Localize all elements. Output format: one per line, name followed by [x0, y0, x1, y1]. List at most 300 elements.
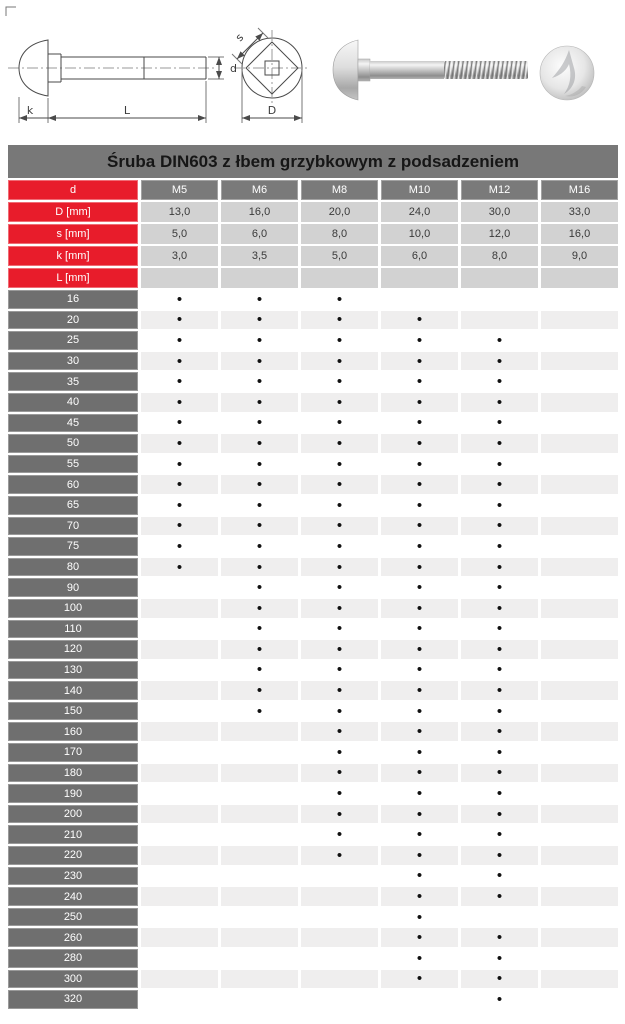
availability-dot: • [416, 826, 423, 844]
length-row [8, 867, 618, 886]
length-row [8, 331, 618, 350]
length-label: 230 [8, 867, 138, 886]
availability-dot: • [496, 970, 503, 988]
availability-cell [461, 825, 538, 844]
availability-cell [301, 558, 378, 577]
availability-cell [141, 455, 218, 474]
availability-dot: • [496, 990, 503, 1008]
availability-dot: • [256, 558, 263, 576]
availability-dot: • [256, 496, 263, 514]
availability-cell [301, 846, 378, 865]
availability-cell [301, 414, 378, 433]
length-label: 300 [8, 970, 138, 989]
availability-cell [221, 455, 298, 474]
availability-dot: • [496, 929, 503, 947]
availability-dot: • [416, 929, 423, 947]
availability-dot: • [416, 373, 423, 391]
availability-dot: • [416, 908, 423, 926]
availability-cell [141, 393, 218, 412]
availability-cell [301, 290, 378, 309]
length-label: 65 [8, 496, 138, 515]
availability-cell [301, 702, 378, 721]
availability-dot: • [496, 373, 503, 391]
availability-dot: • [416, 352, 423, 370]
availability-dot: • [496, 743, 503, 761]
availability-cell [461, 558, 538, 577]
availability-dot: • [336, 476, 343, 494]
availability-dot: • [416, 414, 423, 432]
length-label: 250 [8, 908, 138, 927]
length-label: 180 [8, 764, 138, 783]
availability-cell [301, 352, 378, 371]
availability-dot: • [496, 517, 503, 535]
availability-cell [381, 372, 458, 391]
length-label: 40 [8, 393, 138, 412]
length-row [8, 970, 618, 989]
availability-dot: • [416, 867, 423, 885]
availability-dot: • [336, 805, 343, 823]
length-label: 140 [8, 681, 138, 700]
availability-dot: • [496, 826, 503, 844]
availability-cell [301, 764, 378, 783]
matrix-header-row [8, 180, 618, 200]
availability-cell [301, 311, 378, 330]
dim-label-D: D [267, 104, 277, 117]
availability-dot: • [256, 517, 263, 535]
availability-dot: • [496, 476, 503, 494]
availability-dot: • [336, 290, 343, 308]
availability-dot: • [336, 517, 343, 535]
availability-cell [221, 702, 298, 721]
availability-dot: • [416, 682, 423, 700]
spec-rows [8, 202, 618, 288]
spec-value-cell: 8,0 [301, 224, 378, 244]
availability-dot: • [336, 702, 343, 720]
availability-cell [461, 620, 538, 639]
availability-cell [461, 949, 538, 968]
availability-cell [221, 558, 298, 577]
spec-row [8, 224, 618, 244]
availability-dot: • [496, 846, 503, 864]
availability-cell [541, 661, 618, 680]
spec-value-cell: 16,0 [221, 202, 298, 222]
corner-header-d: d [8, 180, 138, 200]
availability-cell [221, 743, 298, 762]
dim-label-k: k [26, 104, 34, 117]
availability-dot: • [416, 455, 423, 473]
length-label: 100 [8, 599, 138, 618]
availability-cell [221, 620, 298, 639]
availability-cell [461, 475, 538, 494]
availability-dot: • [336, 496, 343, 514]
column-header: M6 [221, 180, 298, 200]
availability-cell [541, 620, 618, 639]
length-row [8, 393, 618, 412]
availability-cell [461, 764, 538, 783]
availability-cell [461, 414, 538, 433]
availability-cell [461, 928, 538, 947]
availability-cell [221, 331, 298, 350]
length-row [8, 620, 618, 639]
availability-cell [141, 702, 218, 721]
spec-value-cell [221, 268, 298, 288]
length-row [8, 372, 618, 391]
length-row [8, 990, 618, 1009]
availability-dot: • [496, 805, 503, 823]
availability-cell [221, 990, 298, 1009]
availability-cell [221, 825, 298, 844]
length-label: 90 [8, 578, 138, 597]
availability-cell [141, 949, 218, 968]
length-row [8, 311, 618, 330]
availability-cell [381, 311, 458, 330]
availability-dot: • [336, 352, 343, 370]
spec-value-cell: 13,0 [141, 202, 218, 222]
availability-dot: • [416, 537, 423, 555]
availability-cell [381, 537, 458, 556]
availability-cell [301, 990, 378, 1009]
availability-dot: • [176, 414, 183, 432]
availability-cell [541, 681, 618, 700]
availability-cell [141, 578, 218, 597]
column-header: M8 [301, 180, 378, 200]
availability-cell [461, 661, 538, 680]
spec-value-cell [461, 268, 538, 288]
availability-cell [541, 825, 618, 844]
availability-dot: • [496, 702, 503, 720]
column-header: M10 [381, 180, 458, 200]
availability-cell [541, 908, 618, 927]
availability-cell [301, 681, 378, 700]
availability-cell [301, 908, 378, 927]
availability-dot: • [176, 393, 183, 411]
length-row [8, 722, 618, 741]
length-row [8, 496, 618, 515]
spec-value-cell: 12,0 [461, 224, 538, 244]
length-label: 120 [8, 640, 138, 659]
availability-dot: • [336, 537, 343, 555]
availability-cell [141, 722, 218, 741]
spec-row [8, 202, 618, 222]
length-label: 160 [8, 722, 138, 741]
availability-dot: • [336, 331, 343, 349]
availability-cell [461, 990, 538, 1009]
availability-cell [221, 475, 298, 494]
bolt-head-photo [536, 42, 598, 104]
length-label: 60 [8, 475, 138, 494]
availability-cell [541, 846, 618, 865]
length-label: 240 [8, 887, 138, 906]
availability-cell [221, 764, 298, 783]
length-label: 30 [8, 352, 138, 371]
availability-cell [461, 599, 538, 618]
spec-value-cell: 20,0 [301, 202, 378, 222]
availability-dot: • [176, 352, 183, 370]
availability-cell [541, 764, 618, 783]
availability-cell [301, 661, 378, 680]
spec-row-label: s [mm] [8, 224, 138, 244]
availability-dot: • [176, 476, 183, 494]
length-row [8, 640, 618, 659]
availability-dot: • [256, 414, 263, 432]
spec-value-cell: 30,0 [461, 202, 538, 222]
availability-dot: • [496, 949, 503, 967]
availability-dot: • [496, 661, 503, 679]
availability-cell [301, 620, 378, 639]
length-label: 320 [8, 990, 138, 1009]
availability-dot: • [256, 476, 263, 494]
availability-cell [461, 970, 538, 989]
availability-cell [541, 887, 618, 906]
availability-dot: • [336, 640, 343, 658]
availability-dot: • [336, 579, 343, 597]
availability-cell [301, 784, 378, 803]
availability-dot: • [496, 888, 503, 906]
length-row [8, 764, 618, 783]
availability-cell [221, 414, 298, 433]
availability-cell [381, 352, 458, 371]
availability-cell [381, 640, 458, 659]
availability-cell [141, 290, 218, 309]
availability-cell [141, 887, 218, 906]
availability-cell [461, 372, 538, 391]
availability-dot: • [416, 331, 423, 349]
availability-cell [221, 681, 298, 700]
availability-dot: • [256, 331, 263, 349]
availability-cell [141, 496, 218, 515]
availability-dot: • [496, 331, 503, 349]
availability-cell [301, 970, 378, 989]
spec-value-cell: 16,0 [541, 224, 618, 244]
length-row [8, 599, 618, 618]
availability-dot: • [176, 331, 183, 349]
availability-cell [141, 558, 218, 577]
availability-cell [381, 455, 458, 474]
spec-value-cell: 3,0 [141, 246, 218, 266]
availability-cell [381, 517, 458, 536]
length-label: 170 [8, 743, 138, 762]
length-row [8, 743, 618, 762]
length-row [8, 805, 618, 824]
availability-cell [541, 743, 618, 762]
availability-dot: • [256, 434, 263, 452]
availability-dot: • [336, 743, 343, 761]
availability-dot: • [496, 785, 503, 803]
availability-cell [381, 743, 458, 762]
availability-dot: • [416, 496, 423, 514]
availability-dot: • [496, 723, 503, 741]
availability-cell [301, 537, 378, 556]
availability-cell [381, 764, 458, 783]
availability-cell [221, 867, 298, 886]
availability-cell [381, 784, 458, 803]
availability-cell [461, 722, 538, 741]
availability-cell [301, 867, 378, 886]
availability-cell [461, 887, 538, 906]
availability-cell [141, 846, 218, 865]
availability-dot: • [416, 702, 423, 720]
dim-label-L: L [123, 104, 131, 117]
availability-cell [301, 393, 378, 412]
availability-cell [461, 867, 538, 886]
spec-value-cell: 10,0 [381, 224, 458, 244]
availability-cell [301, 496, 378, 515]
availability-cell [541, 311, 618, 330]
availability-cell [221, 908, 298, 927]
availability-cell [381, 928, 458, 947]
length-label: 220 [8, 846, 138, 865]
availability-cell [541, 517, 618, 536]
availability-dot: • [416, 743, 423, 761]
availability-cell [541, 928, 618, 947]
availability-cell [541, 558, 618, 577]
availability-cell [381, 434, 458, 453]
spec-value-cell: 6,0 [381, 246, 458, 266]
availability-cell [301, 372, 378, 391]
availability-cell [381, 578, 458, 597]
availability-cell [461, 640, 538, 659]
length-row [8, 290, 618, 309]
spec-row [8, 268, 618, 288]
availability-dot: • [336, 723, 343, 741]
availability-cell [381, 558, 458, 577]
availability-dot: • [256, 455, 263, 473]
availability-cell [461, 496, 538, 515]
length-row [8, 661, 618, 680]
availability-dot: • [496, 496, 503, 514]
availability-dot: • [336, 682, 343, 700]
availability-dot: • [416, 970, 423, 988]
availability-cell [221, 537, 298, 556]
availability-dot: • [496, 393, 503, 411]
length-label: 130 [8, 661, 138, 680]
availability-cell [541, 414, 618, 433]
availability-dot: • [416, 311, 423, 329]
length-row [8, 928, 618, 947]
length-label: 45 [8, 414, 138, 433]
availability-dot: • [336, 764, 343, 782]
spec-value-cell: 33,0 [541, 202, 618, 222]
availability-cell [141, 372, 218, 391]
column-header: M5 [141, 180, 218, 200]
availability-cell [221, 887, 298, 906]
length-row [8, 846, 618, 865]
availability-cell [221, 372, 298, 391]
length-row [8, 681, 618, 700]
availability-cell [301, 928, 378, 947]
availability-dot: • [256, 352, 263, 370]
length-row [8, 455, 618, 474]
availability-cell [141, 537, 218, 556]
spec-value-cell [141, 268, 218, 288]
availability-cell [541, 867, 618, 886]
availability-cell [461, 331, 538, 350]
availability-dot: • [336, 455, 343, 473]
availability-cell [301, 640, 378, 659]
availability-dot: • [256, 682, 263, 700]
availability-cell [141, 517, 218, 536]
availability-cell [381, 805, 458, 824]
availability-cell [381, 620, 458, 639]
availability-dot: • [416, 661, 423, 679]
availability-cell [461, 311, 538, 330]
availability-cell [221, 928, 298, 947]
availability-dot: • [416, 888, 423, 906]
availability-dot: • [176, 496, 183, 514]
availability-cell [381, 908, 458, 927]
availability-cell [301, 805, 378, 824]
availability-dot: • [256, 290, 263, 308]
availability-cell [141, 475, 218, 494]
availability-cell [221, 517, 298, 536]
availability-cell [221, 290, 298, 309]
availability-cell [461, 434, 538, 453]
availability-cell [381, 681, 458, 700]
availability-dot: • [176, 455, 183, 473]
availability-cell [221, 970, 298, 989]
spec-value-cell [381, 268, 458, 288]
length-label: 110 [8, 620, 138, 639]
length-row [8, 702, 618, 721]
availability-cell [141, 743, 218, 762]
availability-cell [541, 722, 618, 741]
availability-cell [541, 290, 618, 309]
spec-row-label: L [mm] [8, 268, 138, 288]
availability-cell [541, 805, 618, 824]
availability-dot: • [176, 311, 183, 329]
length-row [8, 475, 618, 494]
length-label: 280 [8, 949, 138, 968]
availability-cell [221, 599, 298, 618]
availability-cell [301, 743, 378, 762]
availability-cell [301, 887, 378, 906]
length-label: 20 [8, 311, 138, 330]
length-label: 35 [8, 372, 138, 391]
length-label: 16 [8, 290, 138, 309]
bolt-photo [328, 36, 534, 104]
availability-cell [541, 331, 618, 350]
availability-cell [141, 620, 218, 639]
availability-dot: • [336, 393, 343, 411]
availability-cell [301, 578, 378, 597]
availability-cell [141, 825, 218, 844]
figures-strip [0, 0, 625, 142]
availability-cell [221, 352, 298, 371]
availability-dot: • [176, 373, 183, 391]
availability-cell [541, 475, 618, 494]
availability-cell [541, 455, 618, 474]
length-label: 150 [8, 702, 138, 721]
availability-cell [381, 702, 458, 721]
availability-dot: • [416, 599, 423, 617]
spec-value-cell: 24,0 [381, 202, 458, 222]
availability-cell [141, 764, 218, 783]
availability-dot: • [336, 311, 343, 329]
spec-row-label: D [mm] [8, 202, 138, 222]
availability-dot: • [416, 764, 423, 782]
availability-cell [381, 825, 458, 844]
length-row [8, 908, 618, 927]
length-row [8, 784, 618, 803]
availability-dot: • [496, 682, 503, 700]
availability-cell [381, 846, 458, 865]
availability-dot: • [336, 661, 343, 679]
length-row [8, 414, 618, 433]
availability-cell [461, 743, 538, 762]
spec-value-cell [541, 268, 618, 288]
availability-dot: • [416, 620, 423, 638]
availability-dot: • [496, 579, 503, 597]
